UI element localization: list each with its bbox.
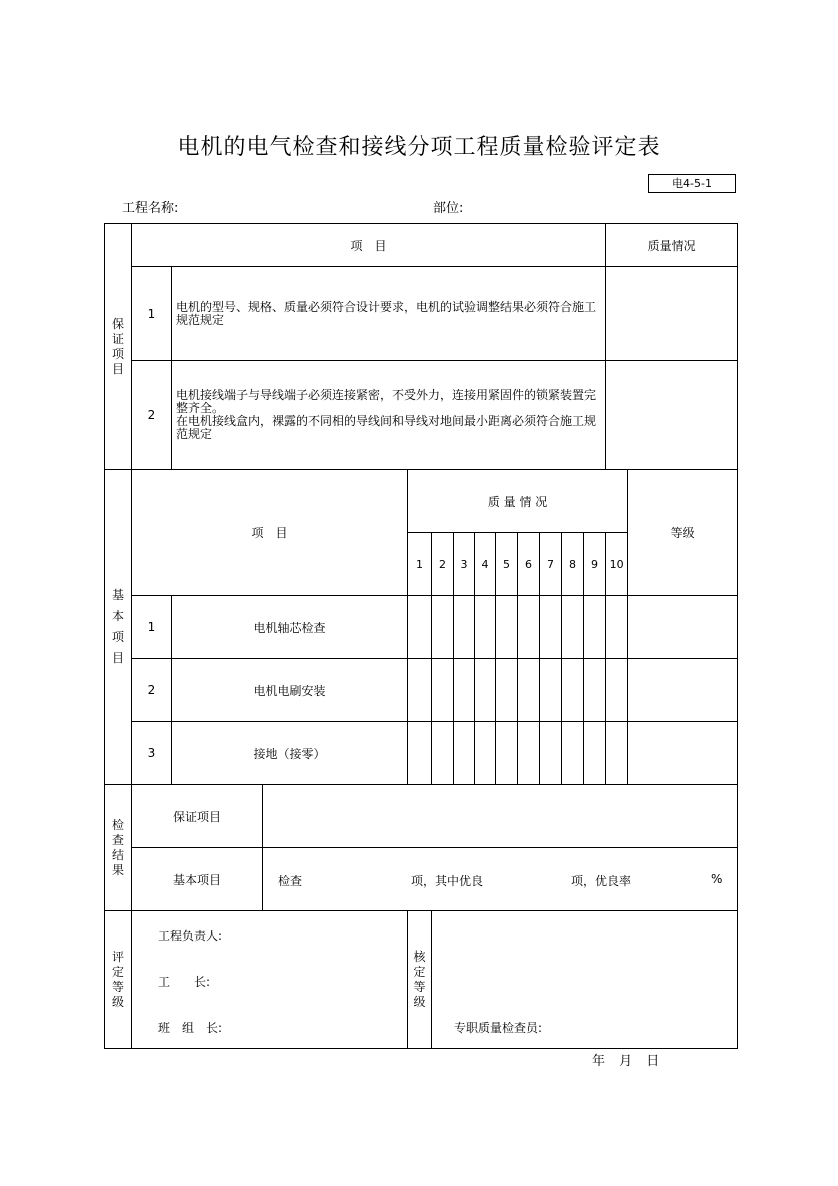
page-title: 电机的电气检查和接线分项工程质量检验评定表	[177, 135, 661, 160]
check-column-10: 10	[606, 533, 628, 596]
check-cell[interactable]	[540, 722, 562, 785]
team-leader-label: 班 组 长:	[158, 1021, 223, 1035]
check-column-1: 1	[408, 533, 432, 596]
check-column-5: 5	[496, 533, 518, 596]
guarantee-row-number: 2	[132, 361, 172, 470]
check-cell[interactable]	[562, 659, 584, 722]
check-cell[interactable]	[454, 722, 475, 785]
check-cell[interactable]	[496, 722, 518, 785]
check-cell[interactable]	[496, 659, 518, 722]
guarantee-row-text-line: 在电机接线盒内，裸露的不同相的导线间和导线对地间最小距离必须符合施工规范规定	[176, 414, 597, 441]
check-cell[interactable]	[606, 659, 628, 722]
check-column-9: 9	[584, 533, 606, 596]
check-cell[interactable]	[584, 722, 606, 785]
check-column-4: 4	[475, 533, 496, 596]
foreman-label: 工 长:	[158, 975, 211, 989]
evaluation-section-label: 评 定 等 级	[105, 911, 132, 1049]
grade-cell[interactable]	[628, 596, 738, 659]
evaluation-signatures	[132, 911, 408, 1049]
percent-sign: %	[711, 872, 723, 886]
project-name-label: 工程名称:	[122, 201, 179, 216]
verify-section-label: 核 定 等 级	[408, 911, 432, 1049]
inspector-label: 专职质量检查员:	[454, 1021, 543, 1035]
basic-row-name: 电机轴芯检查	[172, 596, 408, 659]
check-cell[interactable]	[606, 596, 628, 659]
check-cell[interactable]	[518, 596, 540, 659]
basic-row-number: 1	[132, 596, 172, 659]
verify-signature	[432, 911, 738, 1049]
results-guarantee-value[interactable]	[263, 785, 738, 848]
basic-row-name: 电机电刷安装	[172, 659, 408, 722]
check-column-8: 8	[562, 533, 584, 596]
grade-cell[interactable]	[628, 659, 738, 722]
check-cell[interactable]	[432, 596, 454, 659]
basic-row	[105, 596, 738, 659]
guarantee-row-text	[172, 361, 606, 470]
rate-text: 项，优良率	[571, 874, 632, 888]
basic-grade-header: 等级	[628, 470, 738, 596]
check-cell[interactable]	[518, 659, 540, 722]
check-column-6: 6	[518, 533, 540, 596]
check-column-2: 2	[432, 533, 454, 596]
guarantee-quality-cell[interactable]	[606, 267, 738, 361]
basic-quality-header: 质 量 情 况	[408, 470, 628, 533]
check-text: 检查	[278, 874, 303, 888]
check-cell[interactable]	[518, 722, 540, 785]
check-cell[interactable]	[408, 722, 432, 785]
check-cell[interactable]	[496, 596, 518, 659]
check-cell[interactable]	[584, 659, 606, 722]
guarantee-item-header: 项 目	[132, 224, 606, 267]
basic-item-header: 项 目	[132, 470, 408, 596]
engineer-label: 工程负责人:	[158, 929, 223, 943]
results-basic-label: 基本项目	[132, 848, 263, 911]
check-column-3: 3	[454, 533, 475, 596]
guarantee-row-text-line: 电机接线端子与导线端子必须连接紧密，不受外力，连接用紧固件的锁紧装置完整齐全。	[176, 388, 597, 415]
results-basic-value[interactable]	[263, 848, 738, 911]
guarantee-quality-cell[interactable]	[606, 361, 738, 470]
basic-row-number: 2	[132, 659, 172, 722]
basic-section-label: 基 本 项 目	[105, 470, 132, 785]
check-cell[interactable]	[606, 722, 628, 785]
basic-row-name: 接地（接零）	[172, 722, 408, 785]
check-column-7: 7	[540, 533, 562, 596]
excellent-text: 项，其中优良	[411, 874, 484, 888]
basic-row	[105, 659, 738, 722]
guarantee-row	[105, 267, 738, 361]
guarantee-row	[105, 361, 738, 470]
form-code-badge: 电4-5-1	[648, 174, 736, 193]
check-cell[interactable]	[432, 722, 454, 785]
grade-cell[interactable]	[628, 722, 738, 785]
location-label: 部位:	[433, 201, 464, 216]
basic-row-number: 3	[132, 722, 172, 785]
guarantee-quality-header: 质量情况	[606, 224, 738, 267]
check-cell[interactable]	[475, 596, 496, 659]
check-cell[interactable]	[408, 659, 432, 722]
check-cell[interactable]	[454, 659, 475, 722]
inspection-form-table	[104, 223, 738, 1049]
check-cell[interactable]	[475, 722, 496, 785]
check-cell[interactable]	[454, 596, 475, 659]
check-cell[interactable]	[475, 659, 496, 722]
check-cell[interactable]	[540, 659, 562, 722]
check-cell[interactable]	[562, 722, 584, 785]
check-cell[interactable]	[432, 659, 454, 722]
check-cell[interactable]	[540, 596, 562, 659]
date-line: 年 月 日	[592, 1054, 660, 1069]
check-cell[interactable]	[408, 596, 432, 659]
results-section-label: 检 查 结 果	[105, 785, 132, 911]
basic-row	[105, 722, 738, 785]
check-cell[interactable]	[584, 596, 606, 659]
guarantee-row-text: 电机的型号、规格、质量必须符合设计要求，电机的试验调整结果必须符合施工规范规定	[172, 267, 606, 361]
guarantee-section-label: 保 证 项 目	[105, 224, 132, 470]
results-guarantee-label: 保证项目	[132, 785, 263, 848]
guarantee-row-number: 1	[132, 267, 172, 361]
check-cell[interactable]	[562, 596, 584, 659]
